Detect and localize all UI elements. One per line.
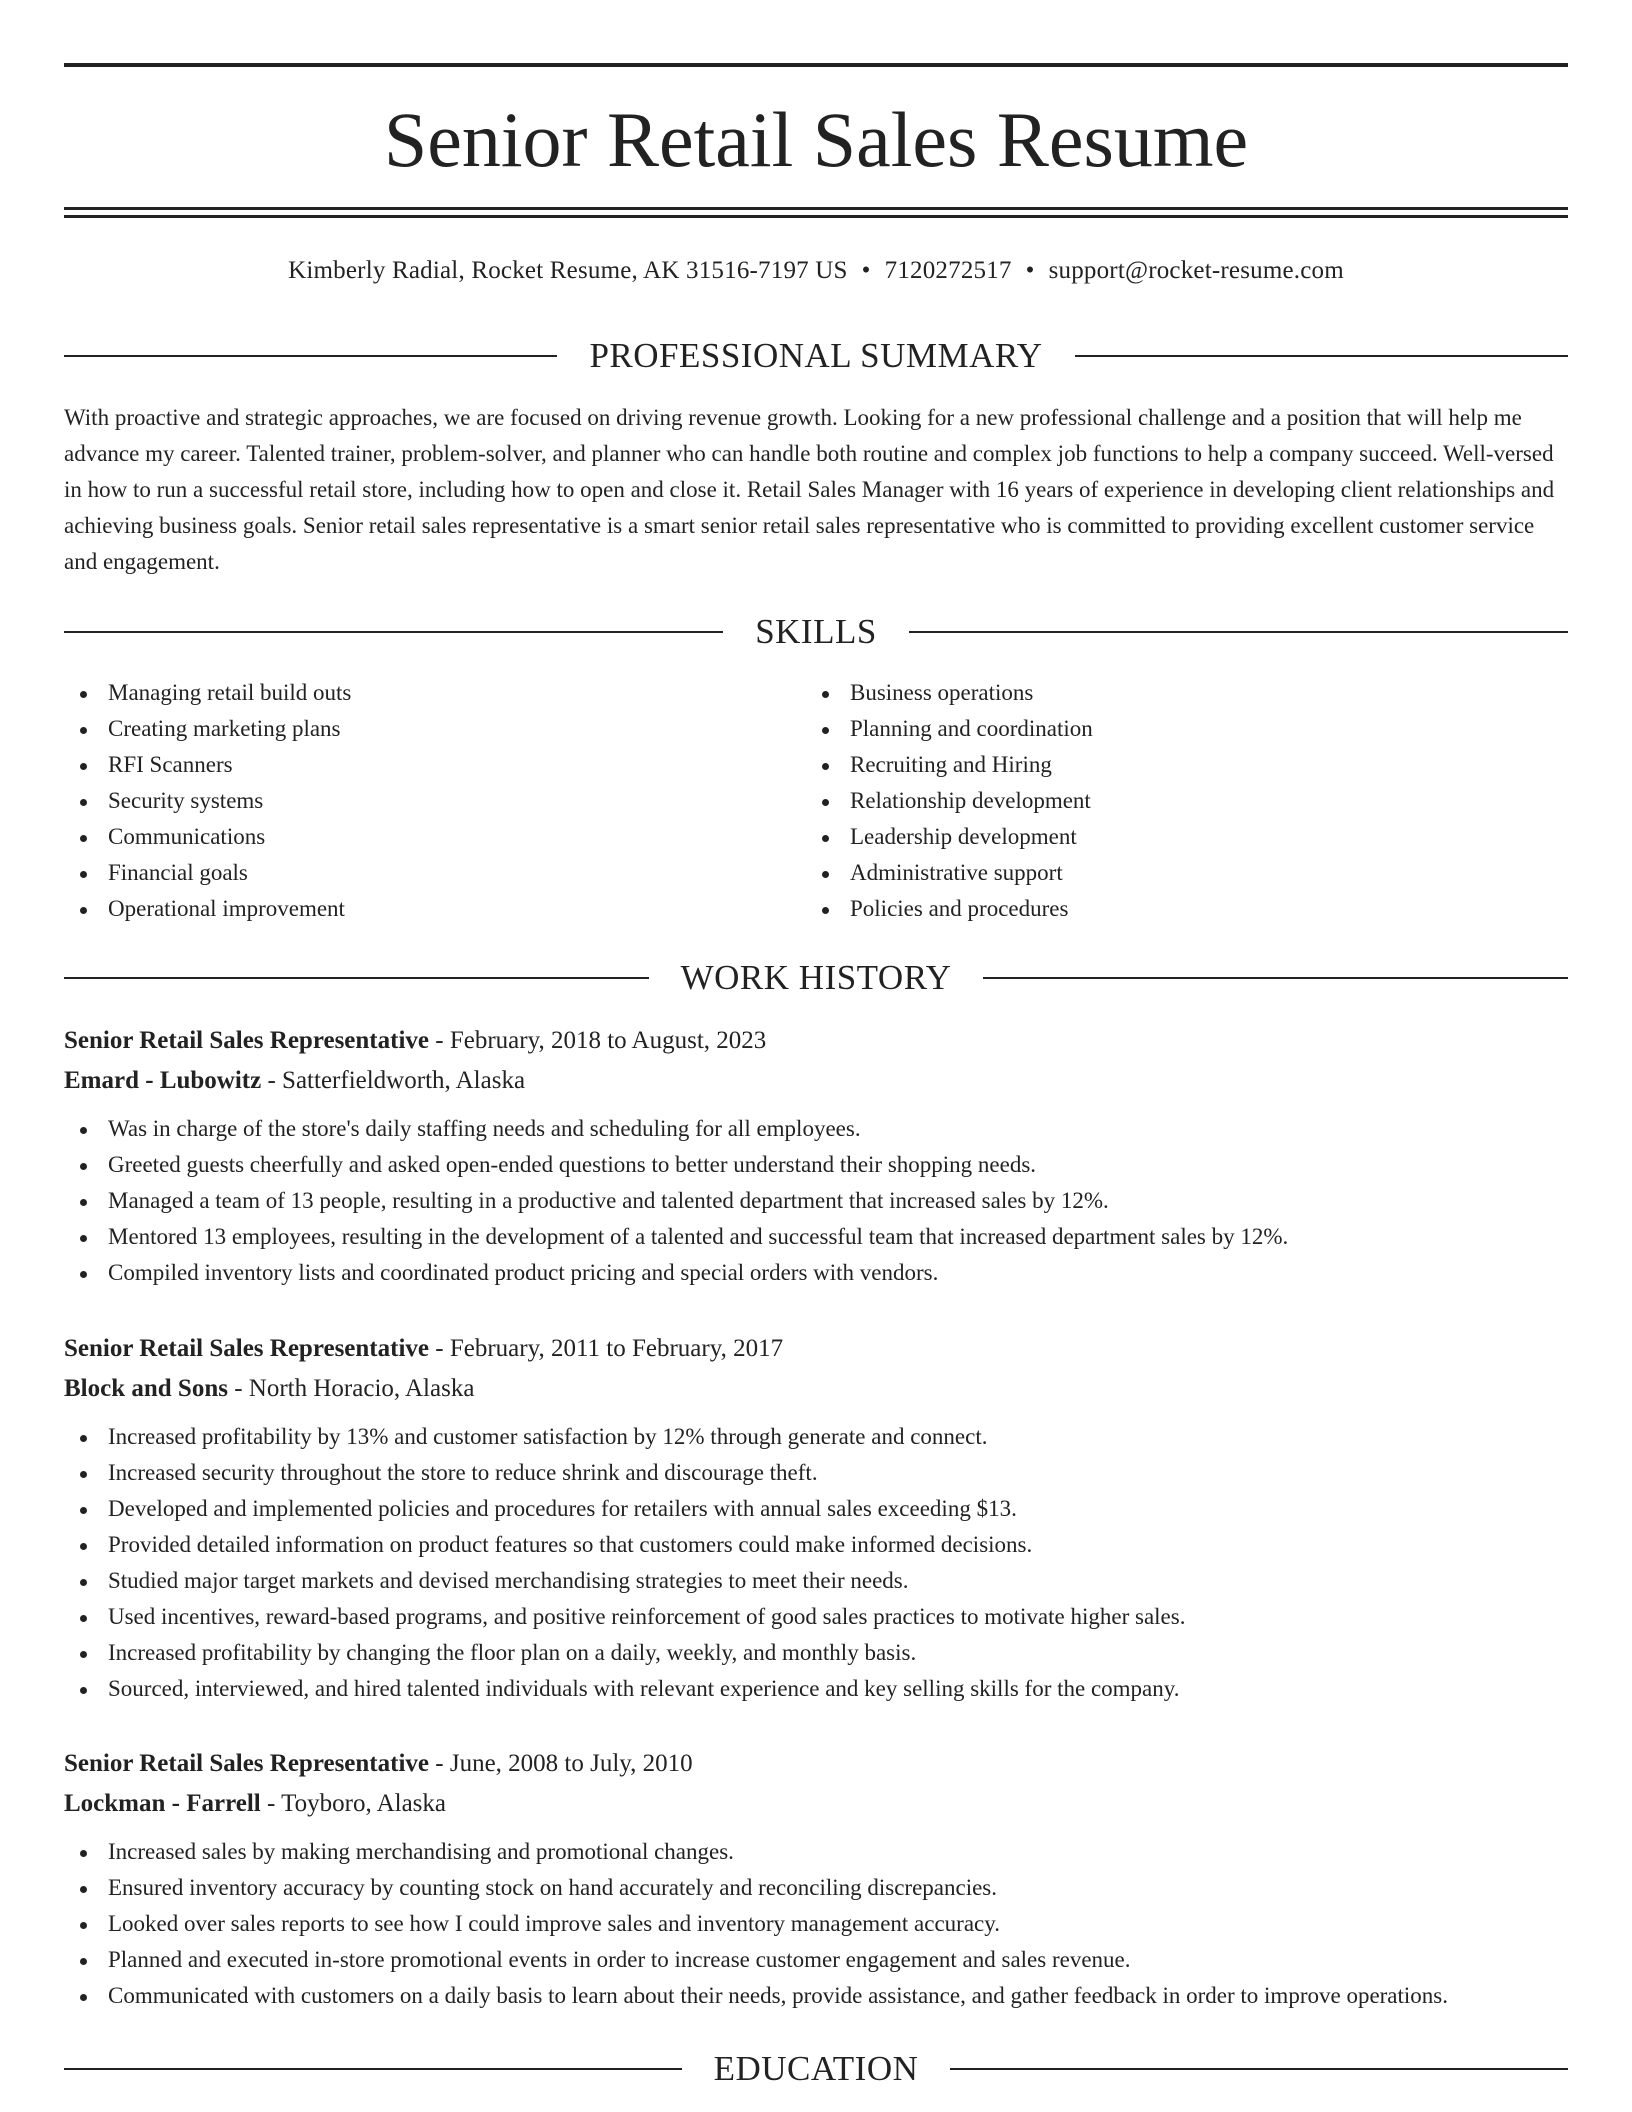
job-location: - Satterfieldworth, Alaska — [261, 1067, 526, 1094]
summary-text: With proactive and strategic approaches, we are focused on driving revenue growth. Looking for a new professional challenge and a position that will help me advance my career. Talented trainer, problem-solver, and planner who can handle both routine and complex job functions to help a company succeed. Well-versed in how to run a successful retail store, including how to open and close it. Retail Sales Manager with 16 years of experience in developing client relationships and achieving business goals. Senior retail sales representative is a smart senior retail sales representative who is committed to providing excellent customer service and engagement. — [64, 405, 1555, 574]
education-section-heading — [64, 2049, 1568, 2089]
skill-item: Administrative support — [806, 855, 1546, 891]
skill-item: Recruiting and Hiring — [806, 747, 1546, 783]
job-title: Senior Retail Sales Representative — [64, 1335, 430, 1362]
work-heading-label: WORK HISTORY — [680, 958, 952, 997]
title-double-rule-lower — [64, 215, 1568, 218]
job-location: - North Horacio, Alaska — [227, 1375, 475, 1402]
job-bullet-item: Looked over sales reports to see how I could improve sales and inventory management accuracy. — [64, 1906, 1568, 1942]
job-title-line — [64, 1021, 1568, 1061]
job-company: Block and Sons — [64, 1375, 228, 1402]
skill-item: Operational improvement — [64, 891, 804, 927]
job-bullet-item: Developed and implemented policies and procedures for retailers with annual sales exceeding $13. — [64, 1491, 1568, 1527]
skills-list-right — [806, 675, 1546, 927]
skills-column-right — [806, 675, 1546, 927]
heading-rule-left — [64, 977, 649, 979]
skill-item: Relationship development — [806, 783, 1546, 819]
heading-rule-right — [950, 2068, 1568, 2070]
job-bullet-item: Mentored 13 employees, resulting in the development of a talented and successful team that increased department sales by 12%. — [64, 1219, 1568, 1255]
job-location: - Toyboro, Alaska — [260, 1790, 447, 1817]
contact-email: support@rocket-resume.com — [1048, 257, 1344, 284]
job-bullet-item: Studied major target markets and devised merchandising strategies to meet their needs. — [64, 1563, 1568, 1599]
job-title-line — [64, 1744, 1568, 1784]
job-bullet-item: Used incentives, reward-based programs, and positive reinforcement of good sales practices to motivate higher sales. — [64, 1599, 1568, 1635]
job-bullets — [64, 1111, 1568, 1291]
heading-rule-right — [983, 977, 1568, 979]
skill-item: Managing retail build outs — [64, 675, 804, 711]
summary-section-heading — [64, 336, 1568, 376]
skill-item: Planning and coordination — [806, 711, 1546, 747]
contact-phone: 7120272517 — [884, 257, 1012, 284]
heading-rule-left — [64, 631, 723, 633]
summary-heading-label: PROFESSIONAL SUMMARY — [589, 336, 1043, 375]
job-bullet-item: Increased security throughout the store to reduce shrink and discourage theft. — [64, 1455, 1568, 1491]
job-bullets — [64, 1419, 1568, 1707]
job-bullet-item: Was in charge of the store's daily staffing needs and scheduling for all employees. — [64, 1111, 1568, 1147]
job-title: Senior Retail Sales Representative — [64, 1750, 430, 1777]
job-dates: - February, 2011 to February, 2017 — [429, 1335, 784, 1362]
job-bullet-item: Ensured inventory accuracy by counting stock on hand accurately and reconciling discrepancies. — [64, 1870, 1568, 1906]
skills-column-left — [64, 675, 804, 927]
job-bullet-item: Provided detailed information on product features so that customers could make informed decisions. — [64, 1527, 1568, 1563]
job-company-line — [64, 1784, 1568, 1824]
skill-item: Creating marketing plans — [64, 711, 804, 747]
contact-separator: • — [861, 257, 871, 284]
job-bullet-item: Sourced, interviewed, and hired talented individuals with relevant experience and key selling skills for the company. — [64, 1671, 1568, 1707]
job-title: Senior Retail Sales Representative — [64, 1027, 430, 1054]
education-heading-label: EDUCATION — [713, 2049, 919, 2088]
skill-item: Policies and procedures — [806, 891, 1546, 927]
skills-list-left — [64, 675, 804, 927]
heading-rule-left — [64, 2068, 682, 2070]
job-bullet-item: Greeted guests cheerfully and asked open-ended questions to better understand their shopping needs. — [64, 1147, 1568, 1183]
job-dates: - June, 2008 to July, 2010 — [429, 1750, 693, 1777]
work-section-heading — [64, 958, 1568, 998]
job-company: Lockman - Farrell — [64, 1790, 261, 1817]
job-entry — [64, 1744, 1568, 2014]
job-title-line — [64, 1329, 1568, 1369]
job-bullet-item: Increased sales by making merchandising and promotional changes. — [64, 1834, 1568, 1870]
skill-item: Security systems — [64, 783, 804, 819]
job-bullet-item: Increased profitability by 13% and customer satisfaction by 12% through generate and connect. — [64, 1419, 1568, 1455]
heading-rule-right — [909, 631, 1568, 633]
heading-rule-left — [64, 355, 557, 357]
job-bullet-item: Communicated with customers on a daily basis to learn about their needs, provide assistance, and gather feedback in order to improve operations. — [64, 1978, 1568, 2014]
job-entry — [64, 1329, 1568, 1707]
skills-section-heading — [64, 612, 1568, 652]
job-bullet-item: Managed a team of 13 people, resulting in a productive and talented department that increased sales by 12%. — [64, 1183, 1568, 1219]
contact-line — [64, 254, 1568, 288]
heading-rule-right — [1075, 355, 1568, 357]
skill-item: Leadership development — [806, 819, 1546, 855]
title-double-rule-upper — [64, 207, 1568, 210]
job-company-line — [64, 1061, 1568, 1101]
top-rule — [64, 63, 1568, 67]
job-entry — [64, 1021, 1568, 1291]
skill-item: Financial goals — [64, 855, 804, 891]
skill-item: Communications — [64, 819, 804, 855]
job-company: Emard - Lubowitz — [64, 1067, 262, 1094]
resume-title: Senior Retail Sales Resume — [383, 96, 1249, 183]
job-company-line — [64, 1369, 1568, 1409]
job-dates: - February, 2018 to August, 2023 — [429, 1027, 767, 1054]
job-bullet-item: Increased profitability by changing the floor plan on a daily, weekly, and monthly basis. — [64, 1635, 1568, 1671]
job-bullet-item: Planned and executed in-store promotional events in order to increase customer engagement and sales revenue. — [64, 1942, 1568, 1978]
contact-address: Kimberly Radial, Rocket Resume, AK 31516-7197 US — [288, 257, 848, 284]
job-bullets — [64, 1834, 1568, 2014]
skills-heading-label: SKILLS — [755, 612, 877, 651]
job-bullet-item: Compiled inventory lists and coordinated product pricing and special orders with vendors. — [64, 1255, 1568, 1291]
skill-item: Business operations — [806, 675, 1546, 711]
skill-item: RFI Scanners — [64, 747, 804, 783]
contact-separator: • — [1025, 257, 1035, 284]
